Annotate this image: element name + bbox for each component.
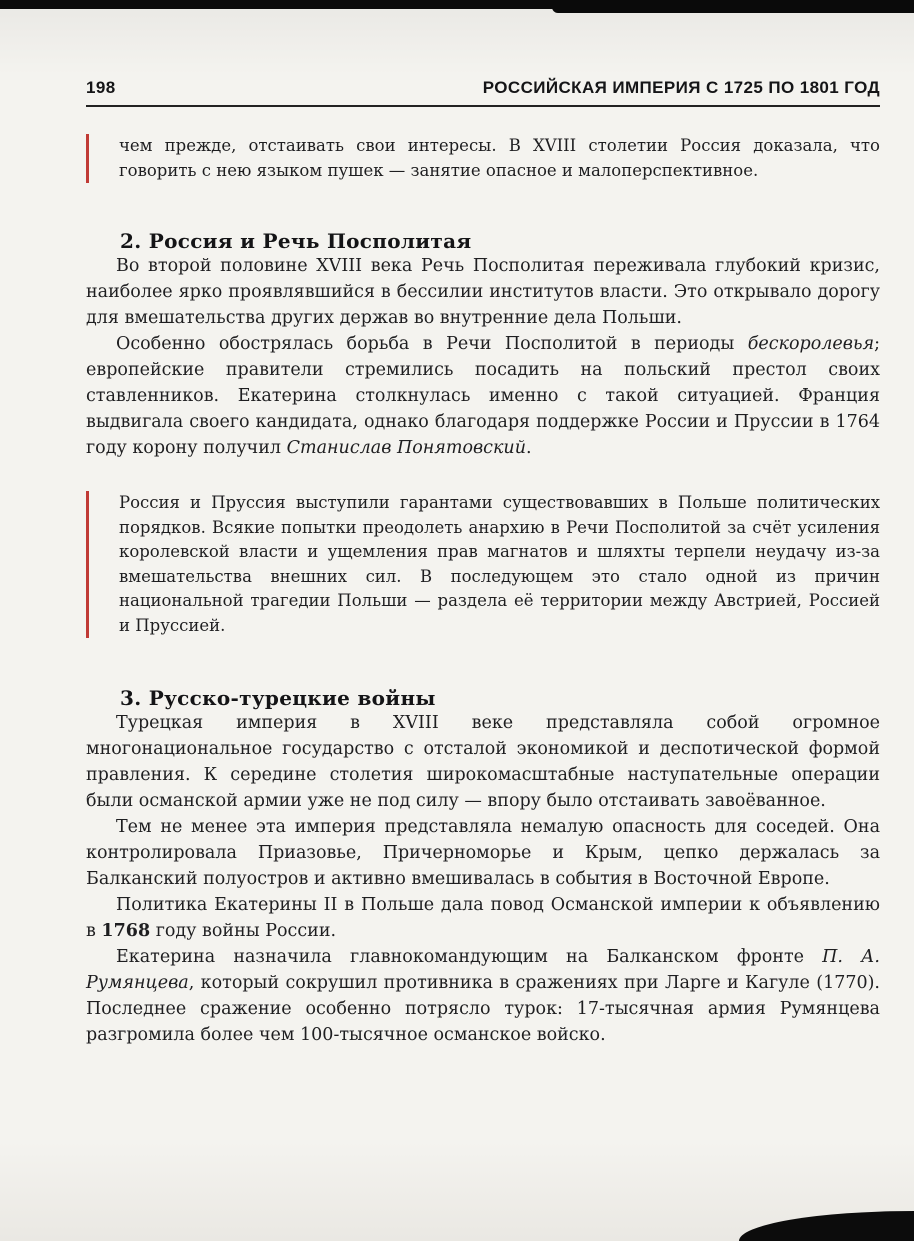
section-3-paragraph-4 bbox=[86, 944, 880, 1048]
lead-quote bbox=[86, 134, 880, 183]
section-2-heading: 2. Россия и Речь Посполитая bbox=[120, 229, 472, 253]
page-number: 198 bbox=[86, 78, 116, 97]
text-run: , который сокрушил противника в сражениях при Ларге и Кагуле (1770). Последнее сражение особенно потрясло турок: 17-тысячная армия Румянцева разгромила более чем 100-тысячное османское войско. bbox=[86, 973, 880, 1045]
section-2-quote bbox=[86, 491, 880, 638]
book-page bbox=[86, 78, 880, 1048]
section-2-paragraph-1: Во второй половине XVIII века Речь Посполитая переживала глубокий кризис, наиболее ярко проявлявшийся в бессилии институтов власти. Это открывало дорогу для вмешательства других держав во внутренние дела Польши. bbox=[86, 256, 880, 328]
header-rule bbox=[86, 105, 880, 107]
section-3-paragraph-2: Тем не менее эта империя представляла немалую опасность для соседей. Она контролировала Приазовье, Причерноморье и Крым, цепко держалась за Балканский полуостров и активно вмешивалась в события в Восточной Европе. bbox=[86, 817, 880, 889]
scan-edge-bottom-right bbox=[739, 1211, 914, 1241]
lead-quote-text: чем прежде, отстаивать свои интересы. В XVIII столетии Россия доказала, что говорить с нею языком пушек — занятие опасное и малоперспективное. bbox=[119, 136, 880, 180]
text-run: ; европейские правители стремились посадить на польский престол своих ставленников. Екатерина столкнулась именно с такой ситуацией. Франция выдвигала своего кандидата, однако благодаря поддержке России и Пруссии в 1764 году корону получил bbox=[86, 334, 880, 458]
running-head: РОССИЙСКАЯ ИМПЕРИЯ С 1725 ПО 1801 ГОД bbox=[482, 78, 880, 97]
section-3-heading: 3. Русско-турецкие войны bbox=[120, 686, 436, 710]
scan-edge-top-right bbox=[552, 0, 914, 13]
name-rumyantsev: П. А. Румянцева bbox=[86, 947, 880, 993]
section-3-paragraph-1: Турецкая империя в XVIII веке представляла собой огромное многонациональное государство с отсталой экономикой и деспотической формой правления. К середине столетия широкомасштабные наступательные операции были османской армии уже не под силу — впору было отстаивать завоёванное. bbox=[86, 713, 880, 811]
text-run: . bbox=[525, 438, 532, 458]
name-ponyatovsky: Станислав Понятовский bbox=[286, 438, 526, 458]
term-beskorolevye: бескоролевья bbox=[747, 334, 875, 354]
section-3-paragraph-3 bbox=[86, 892, 880, 944]
page-header bbox=[86, 78, 880, 98]
text-run: Особенно обострялась борьба в Речи Посполитой в периоды bbox=[116, 334, 748, 354]
section-2-paragraph-2 bbox=[86, 331, 880, 461]
section-2-quote-text: Россия и Пруссия выступили гарантами существовавших в Польше политических порядков. Всякие попытки преодолеть анархию в Речи Посполитой за счёт усиления королевской власти и ущемления прав магнатов и шляхты терпели неудачу из-за вмешательства внешних сил. В последующем это стало одной из причин национальной трагедии Польши — раздела её территории между Австрией, Россией и Пруссией. bbox=[119, 493, 880, 635]
text-run: Политика Екатерины II в Польше дала повод Османской империи к объявлению в bbox=[86, 895, 880, 941]
text-run: году войны России. bbox=[150, 921, 337, 941]
text-run: Екатерина назначила главнокомандующим на Балканском фронте bbox=[116, 947, 823, 967]
year-1768: 1768 bbox=[101, 921, 151, 941]
